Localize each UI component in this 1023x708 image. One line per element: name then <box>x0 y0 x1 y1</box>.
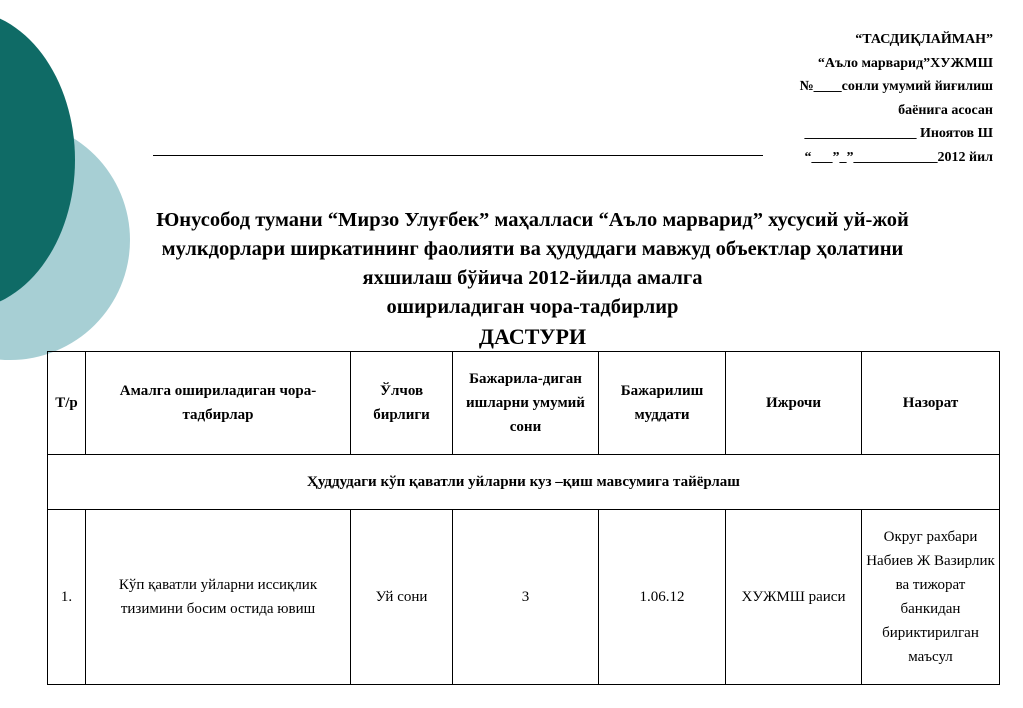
table-header-row <box>48 352 1000 455</box>
title-line-2: мулкдорлари ширкатининг фаолияти ва ҳудуддаги мавжуд объектлар ҳолатини <box>161 238 904 260</box>
cell-deadline: 1.06.12 <box>599 510 726 685</box>
title-line-5: ДАСТУРИ <box>478 324 587 349</box>
approval-organization: “Аъло марварид”ХУЖМШ <box>817 55 993 71</box>
cell-task: Кўп қаватли уйларни иссиқлик тизимини босим остида ювиш <box>86 510 351 685</box>
cell-executor: ХУЖМШ раиси <box>726 510 862 685</box>
approval-basis: баёнига асосан <box>898 102 993 118</box>
title-line-4: ошириладиган чора-тадбирлир <box>386 296 679 318</box>
horizontal-rule <box>153 155 763 156</box>
header-control: Назорат <box>862 352 1000 455</box>
title-line-1: Юнусобод тумани “Мирзо Улуғбек” маҳалласи “Аъло марварид” хусусий уй-жой <box>156 209 909 231</box>
cell-control: Округ рахбари Набиев Ж Вазирлик ва тижорат банкидан бириктирилган маъсул <box>862 510 1000 685</box>
header-unit: Ўлчов бирлиги <box>351 352 453 455</box>
header-executor: Ижрочи <box>726 352 862 455</box>
approval-signature: ________________ Иноятов Ш <box>804 126 993 141</box>
document-title <box>90 206 975 351</box>
cell-number: 1. <box>48 510 86 685</box>
cell-unit: Уй сони <box>351 510 453 685</box>
approval-heading: “ТАСДИҚЛАЙМАН” <box>855 32 993 47</box>
section-title: Ҳуддудаги кўп қаватли уйларни куз –қиш мавсумига тайёрлаш <box>48 455 1000 510</box>
cell-count: 3 <box>453 510 599 685</box>
section-row <box>48 455 1000 510</box>
plan-table <box>47 351 1000 685</box>
header-count: Бажарила-диган ишларни умумий сони <box>453 352 599 455</box>
title-line-3: яхшилаш бўйича 2012-йилда амалга <box>362 267 703 289</box>
header-deadline: Бажарилиш муддати <box>599 352 726 455</box>
header-number: Т/р <box>48 352 86 455</box>
approval-block <box>800 28 993 169</box>
approval-date: “___”_”____________2012 йил <box>804 149 993 165</box>
header-task: Амалга ошириладиган чора-тадбирлар <box>86 352 351 455</box>
table-row <box>48 510 1000 685</box>
approval-meeting-number: №____сонли умумий йиғилиш <box>799 79 993 94</box>
